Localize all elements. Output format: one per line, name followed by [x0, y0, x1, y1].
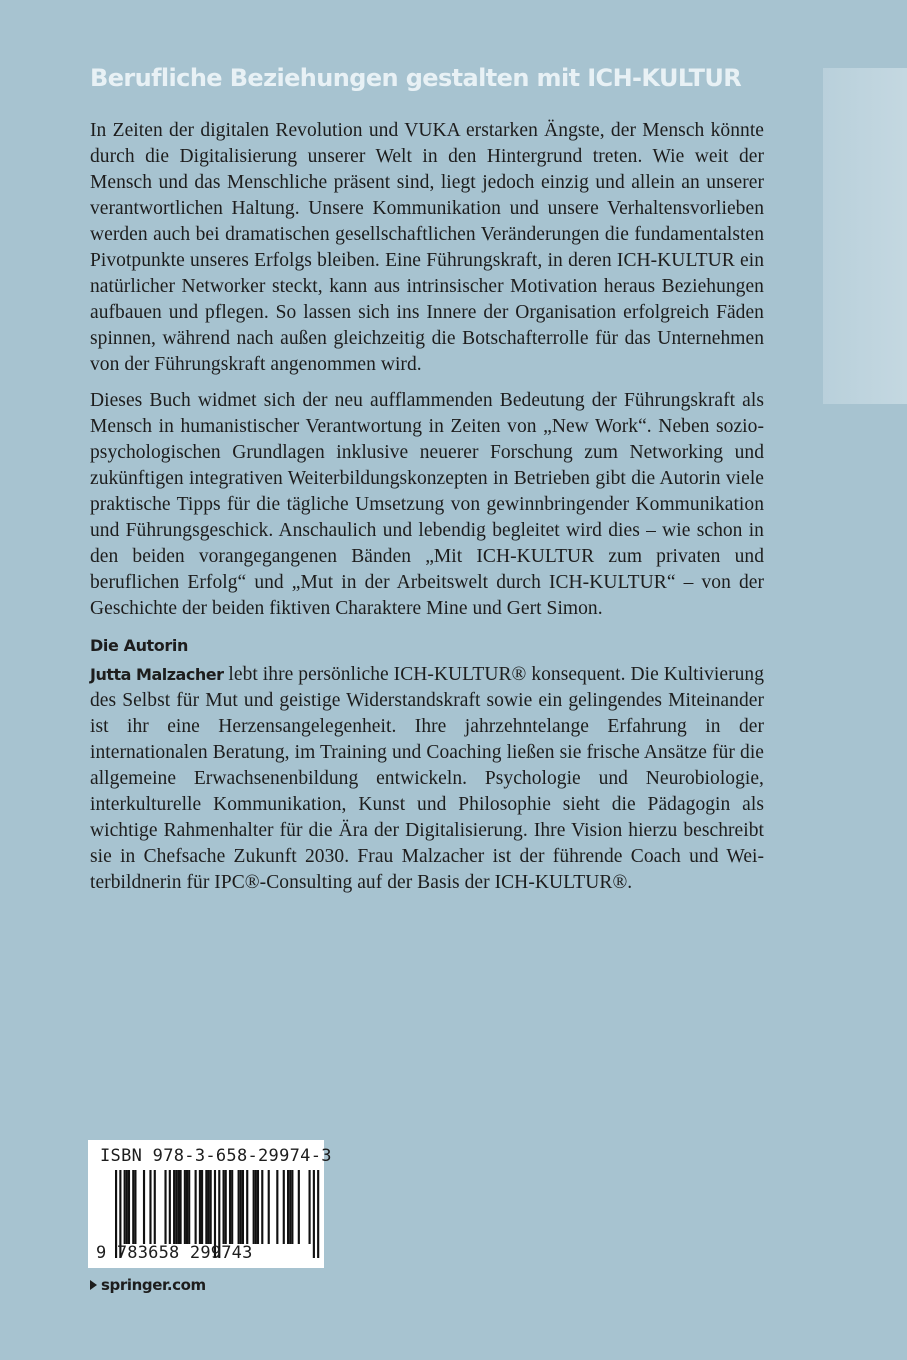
barcode-bar	[210, 1170, 212, 1244]
author-name: Jutta Malzacher	[90, 665, 224, 684]
publisher-name: springer.com	[101, 1276, 206, 1294]
barcode-bar	[205, 1170, 207, 1244]
barcode-bar	[276, 1170, 278, 1244]
barcode-bar	[238, 1170, 240, 1244]
barcode-bar	[173, 1170, 175, 1244]
barcode-bar	[225, 1170, 227, 1244]
barcode-bar	[257, 1170, 259, 1244]
description-paragraph-2: Dieses Buch widmet sich der neu aufflammenden Bedeutung der Führungskraft als Mensch in humanistischer Verantwortung in Zeiten von „New Work“. Neben sozio-psychologischen Grundlagen inklusive neuerer Forschung zum Networking und zukünftigen integrativen Weiterbildungskonzepten in Betrieben gibt die Autorin viele praktische Tipps für die tägliche Umsetzung von gewinnbringender Kommunikation und Führungsgeschick. Anschaulich und lebendig begleitet wird dies – wie schon in den beiden vorangegangenen Bänden „Mit ICH-KULTUR zum privaten und beruflichen Erfolg“ und „Mut in der Arbeitswelt durch ICH-KULTUR“ – von der Geschichte der beiden fiktiven Charaktere Mine und Gert Simon.	[90, 390, 764, 619]
barcode-bar	[223, 1170, 225, 1244]
barcode-bar	[255, 1170, 257, 1244]
barcode-bar	[229, 1170, 231, 1244]
barcode-bar	[149, 1170, 151, 1244]
barcode-bar	[134, 1170, 136, 1244]
barcode-bar	[169, 1170, 171, 1244]
isbn-barcode	[88, 1140, 332, 1268]
barcode-bar	[180, 1170, 182, 1244]
barcode-bar	[313, 1170, 315, 1258]
barcode-bar	[253, 1170, 255, 1244]
barcode-bar	[261, 1170, 263, 1244]
arrow-right-icon	[90, 1280, 97, 1290]
barcode-bar	[186, 1170, 188, 1244]
barcode-bar	[128, 1170, 130, 1244]
barcode-bar	[199, 1170, 201, 1244]
barcode-bar	[124, 1170, 126, 1244]
barcode-bar	[143, 1170, 145, 1244]
barcode-bar	[175, 1170, 177, 1244]
barcode-bar	[268, 1170, 270, 1244]
barcode-bar	[201, 1170, 203, 1244]
barcode-bar	[309, 1170, 311, 1244]
barcode-bar	[231, 1170, 233, 1244]
barcode-bar	[154, 1170, 156, 1244]
side-accent-panel	[823, 68, 907, 404]
barcode-bar	[126, 1170, 128, 1244]
barcode-bar	[164, 1170, 166, 1244]
publisher-link[interactable]	[90, 1276, 206, 1294]
barcode-bar	[195, 1170, 197, 1244]
barcode-bar	[132, 1170, 134, 1244]
barcode-bar	[287, 1170, 289, 1244]
barcode-bar	[177, 1170, 179, 1244]
author-bio-text: lebt ihre persönliche ICH-KULTUR® konsequent. Die Kultivierung des Selbst für Mut und geistige Widerstandskraft sowie ein gelingendes Miteinander ist ihr eine Herzensangelegenheit. Ihre jahrzehntelange Erfahrung in der internationalen Beratung, im Training und Coaching ließen sie frische Ansätze für die allgemeine Erwachsenenbildung entwickeln. Psychologie und Neurobiologie, interkulturelle Kommunikation, Kunst und Philosophie sieht die Pädagogin als wichtige Rahmenhalter für die Ära der Digitalisierung. Ihre Vision hierzu beschreibt sie in Chefsache Zukunft 2030. Frau Malzacher ist der führende Coach und Weiterbildnerin für IPC®-Consulting auf der Basis der ICH-KULTUR®.	[90, 664, 765, 893]
barcode-bar	[188, 1170, 190, 1244]
barcode-bar	[184, 1170, 186, 1244]
barcode-bar	[240, 1170, 242, 1244]
barcode-bar	[207, 1170, 209, 1244]
author-heading: Die Autorin	[90, 636, 188, 655]
author-bio	[90, 662, 764, 896]
barcode-bar	[291, 1170, 293, 1244]
barcode-bar	[246, 1170, 248, 1244]
barcode-bar	[298, 1170, 300, 1244]
ean-digits: 9 783658 299743	[96, 1243, 253, 1263]
barcode-bar	[317, 1170, 319, 1258]
book-title: Berufliche Beziehungen gestalten mit ICH-KULTUR	[90, 64, 742, 92]
isbn-label: ISBN 978-3-658-29974-3	[100, 1146, 332, 1166]
barcode-bar	[242, 1170, 244, 1244]
barcode-bar	[283, 1170, 285, 1244]
description-paragraph-1: In Zeiten der digitalen Revolution und VUKA erstarken Ängste, der Mensch könnte durch die Digitalisierung unserer Welt in den Hintergrund treten. Wie weit der Mensch und das Menschliche präsent sind, liegt jedoch einzig und allein an unserer verantwortlichen Haltung. Unsere Kommunikation und unsere Verhaltensvorlieben werden auch bei dramatischen gesellschaftlichen Veränderungen die fundamentalsten Pivotpunkte unseres Erfolgs bleiben. Eine Führungskraft, in deren ICH-KULTUR ein natürlicher Networker steckt, kann aus intrinsischer Motivation heraus Beziehungen aufbauen und pflegen. So lassen sich ins Innere der Organisation erfolgreich Fäden spinnen, während nach außen gleichzeitig die Botschafterrolle für das Unternehmen von der Führungskraft angenommen wird.	[90, 120, 764, 375]
barcode-bar	[289, 1170, 291, 1244]
